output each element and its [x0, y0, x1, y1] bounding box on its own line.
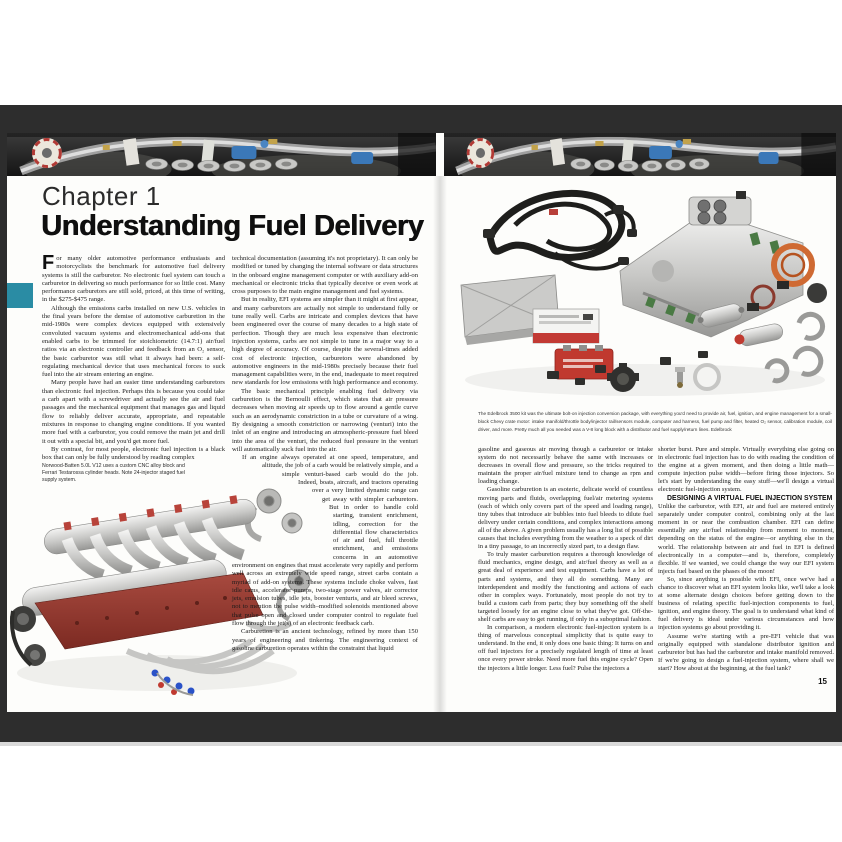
body-paragraph: Unlike the carburetor, with EFI, air and fuel are metered entirely separately under computer control, combining only at the last moment in or near the combustion chamber. EFI can define essentially any air/fuel relationship from moment to moment, depending on the status of the engine—or anything else in the world. The relationship between air and fuel in EFI is defined electronically in a computer—and is, therefore, completely flexible. If we wanted, we could change the way our EFI system injects fuel based on the phases of the moon!: [658, 503, 834, 575]
page-gutter-shadow: [433, 176, 447, 712]
spread-bottom-edge: [0, 742, 842, 746]
harness-tie: [549, 209, 558, 215]
body-paragraph: By contrast, for most people, electronic fuel injection is a black box that can only be fully understood by reading complex: [42, 445, 225, 462]
left-page-column-2: [232, 255, 418, 653]
body-paragraph: So, since anything is possible with EFI, once we've had a chance to discover what an EFI system looks like, we'll take a look at some alternate design choices before getting down to the business of relating specific fuel-injection components to fuel, ignition, and engine theory. The goal is to understand what kind of fuel delivery is ideal under various circumstances and how injection systems go about providing it.: [658, 575, 834, 632]
page-title: Understanding Fuel Delivery: [41, 210, 424, 242]
body-paragraph: Although the emissions carbs installed on new U.S. vehicles in the final years before the demise of automotive carburetion in the mid-1980s were complex devices equipped with extensively convoluted vacuum systems and electromechanical add-ons that enabled carbs to be trimmed for stoichiometric (14.7:1) air/fuel ratios via an electronic controller and feedback from an O₂ sensor, the basic carburetor was still what it always had been: a self-regulating mechanical device that uses mechanical forces to suck fuel into the air stream entering an engine.: [42, 304, 225, 379]
calibration-module: [533, 309, 599, 343]
gasket-ring: [695, 365, 719, 389]
left-page-column-1: [42, 252, 225, 462]
body-paragraph: For many older automotive performance enthusiasts and motorcyclists the benchmark for automotive fuel delivery systems is still the carburetor. No electronic fuel system can touch a carburetor in delivering so much performance for so little cost. Many performance carburetors are still sold, priced, at this time of writing, in the $275-$475 range.: [42, 252, 225, 304]
body-paragraph: shorter burst. Pure and simple. Virtually everything else going on in electronic fuel injection has to do with reading the condition of the engine at a given moment, and then doing a little math—compute injection pulse width—before firing those injectors. So let's start by understanding the easy stuff—we'll design a virtual electronic fuel-injection system.: [658, 446, 834, 494]
body-paragraph: gasoline and gaseous air moving though a carburetor or intake system do not necessarily behave the same with increases or decreases in overall flow and pressure, so the tricks required to maintain the proper air/fuel mixture tend to change as rpm and loading change.: [478, 446, 653, 486]
section-heading: DESIGNING A VIRTUAL FUEL INJECTION SYSTEM: [667, 494, 833, 502]
body-paragraph: If an engine always operated at one speed, temperature, and altitude, the job of a carb would be relatively simple, and a simple venturi-based carb would do the job. Indeed, boats, aircraft, and tractors operating over a very limited dynamic range can get away with simpler carburetors. But in order to handle cold starting, transient enrichment, idling, correction for the differential flow characteristics of air and fuel, full throttle enrichment, and emissions concerns in an automotive environment on engines that must accelerate very rapidly and perform well across an extremely wide speed range, street carbs contain a myriad of add-on systems. These systems include choke valves, fast idle cams, accelerator pumps, two-stage power valves, air corrector jets, emulsion tubes, idle jets, booster venturis, and air bleed screws, not to mention the pulse width–modified solenoids mentioned above that pulse open and closed under computer control to regulate fuel flow through the jet(s) of an electronic feedback carb.: [232, 454, 418, 628]
body-paragraph: technical documentation (assuming it's not proprietary). It can only be modified or tuned by changing the internal software or data structures in the onboard engine management computer or with auxiliary add-on mechanical or electronic tricks that typically deceive or even work at cross purposes to the main engine management and fuel systems.: [232, 255, 418, 296]
engine-bay-photo: [7, 133, 436, 176]
body-paragraph: But in reality, EFI systems are simpler than it might at first appear, and many carburetors are actually not simple to understand fully or tune really well. Carbs are intricate and complex devices that have been engineered over the course of many decades to a high state of perfection. Though they are much less expensive than electronic injection systems, carbs are not simple to tune in a major way to a high degree of accuracy. Of course, despite the several-times added cost of electronic injection, carburetors were abandoned by automotive engineers in the mid-1980s precisely because their fuel management capabilities were, in the end, inadequate to meet required new standards for low emissions with high performance and economy.: [232, 296, 418, 387]
fuel-pump: [733, 322, 784, 348]
coil-driver: [555, 345, 613, 379]
wiring-harness: [490, 193, 634, 268]
right-page-column-1: [478, 446, 653, 673]
engine-bay-photo: [444, 133, 836, 176]
body-paragraph: In comparison, a modern electronic fuel-injection system is a thing of marvelous conceptual simplicity that is quite easy to understand. In the end, it only does one basic thing: It turns on and off fuel injectors for a precisely regulated length of time at least once every power stroke. Need more fuel this engine cycle? Open the injectors a little longer. Less fuel? Pulse the injectors a: [478, 624, 653, 672]
body-paragraph: Assume we're starting with a pre-EFI vehicle that was originally equipped with standalone distributor ignition and carburetor but has had the carburetor and intake manifold removed. If we're going to design a fuel-injection system, where shall we start? How about at the beginning, at the fuel tank?: [658, 632, 834, 672]
chapter-tab-marker: [7, 283, 33, 308]
body-paragraph: The basic mechanical principle enabling fuel delivery via carburetion is the Bernoulli effect, which states that air pressure decreases when moving air speeds up to flow around a gentle curve such as an aerodynamic constriction in a tube or curvature of a wing. By designing a smooth constriction or narrowing (venturi) into the inlet of an engine and introducing an atmospheric-pressure fuel bleed into the area of the venturi, the reduced fuel pressure in the venturi will automatically suck fuel into the air.: [232, 387, 418, 453]
engine-photo-caption: Norwood-Batten 5.0L V12 uses a custom CNC alloy block and Ferrari Testarossa cylinder heads. Note 24-injector staged fuel supply system.: [42, 463, 185, 484]
body-paragraph: Gasoline carburetion is an esoteric, delicate world of countless moving parts and fluids, overlapping fuel/air metering systems (each of which only covers part of the speed and loading range), tiny tubes that introduce air bubbles into fuel bleeds to dilute fuel delivery under certain conditions, and complex interactions among all of the above. A given problem usually has a long list of possible causes that includes everything from the weather to a speck of dirt in a tiny passage, to an incorrectly sized part, to a design flaw.: [478, 486, 653, 551]
page-number-right: 15: [818, 677, 827, 686]
body-paragraph: Carburetion is an ancient technology, refined by more than 150 years of engineering and tinkering. The engineering context of gasoline carburetion operates within the constraint that liquid: [232, 628, 418, 652]
chapter-label: Chapter 1: [42, 181, 161, 211]
efi-kit-photo: [455, 175, 833, 405]
kit-photo-caption: The Edelbrock 3500 kit was the ultimate bolt-on injection conversion package, with everything you'd need to provide air, fuel, ignition, and engine management for a small-block Chevy crate motor: intake manifold/throttle body/injector rail/sensors module, computer and harness, fuel pump and filter, heated O₂ sensor, calibration module, coil driver, and more. Pretty much all you needed was a V-8 long block with a distributor and fuel supply/return lines. Edelbrock: [478, 411, 832, 433]
body-paragraph: Many people have had an easier time understanding carburetors than electronic fuel injection. Perhaps this is because you could take a carb apart with a screwdriver and actually see the air and fuel passages and the mechanical equipment that manages gas and liquid flow to reliably deliver accurate, appropriate, and repeatable mixtures in response to changing engine conditions. If you wanted more fuel with a carburetor, you could remove the main jet and drill it out with a special bit, and you'd get more fuel.: [42, 379, 225, 445]
grommet: [807, 283, 827, 303]
body-paragraph: To truly master carburetion requires a thorough knowledge of fluid mechanics, engine design, and air/fuel theory as well as a great deal of experience and test equipment. Carbs have a lot of parts and systems, and they all do something. Many are interdependent and modify the functioning and actions of each other in complex ways. Fortunately, most people do not try to build a custom carb from parts; they buy something off the shelf targeted loosely for an engine close to what they've got. Off-the-shelf carbs are easy to get running, if only in a suboptimal fashion.: [478, 551, 653, 623]
dropcap: F: [42, 252, 55, 274]
right-page-column-2: [658, 446, 834, 673]
page-paper: [7, 133, 836, 712]
spread-background: [0, 105, 842, 742]
